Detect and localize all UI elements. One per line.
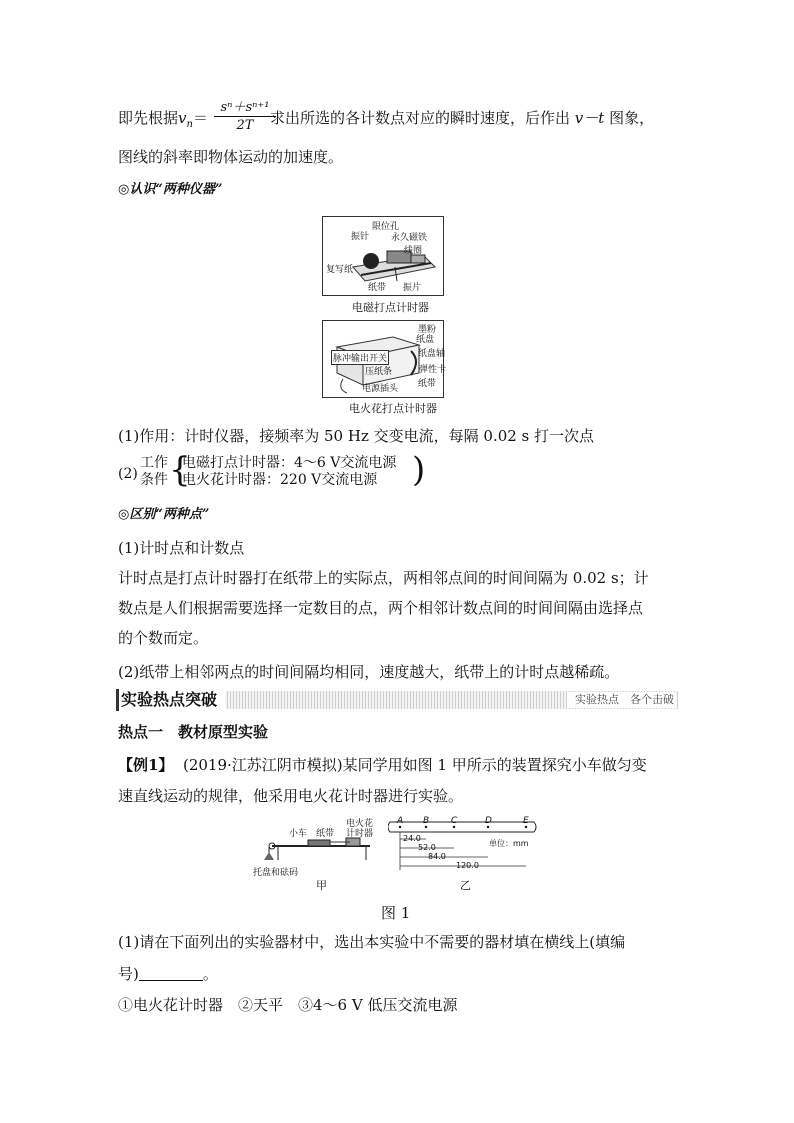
unit-label: 单位：mm (489, 839, 529, 848)
spark-label-tray: 纸盘 (416, 335, 435, 345)
item-conditions-left-top: 工作 (140, 455, 168, 471)
em-label-carbon-paper: 复写纸 (326, 265, 354, 275)
item-function-text: 计时仪器，接频率为 50 Hz 交变电流，每隔 0.02 s 打一次点 (184, 427, 595, 445)
question1-end: 。 (202, 965, 218, 983)
spark-label-tray-axis: 纸盘轴 (418, 349, 446, 359)
velocity-symbol: v (178, 109, 187, 127)
em-label-tape: 纸带 (368, 283, 387, 293)
points-p1-line1: 计时点是打点计时器打在纸带上的实际点，两相邻点间的时间间隔为 0.02 s；计 (118, 569, 649, 587)
spark-label-tape: 纸带 (418, 379, 437, 389)
example-line2: 速直线运动的规律，他采用电火花计时器进行实验。 (118, 787, 464, 805)
answer-blank[interactable] (139, 964, 203, 981)
fraction-denominator: 2T (236, 118, 254, 133)
formula-prefix: 即先根据 (118, 109, 179, 127)
heading-two-instruments: ◎认识“两种仪器” (118, 182, 223, 197)
left-brace: { (169, 450, 191, 490)
item-function (118, 426, 594, 446)
right-brace: ) (412, 450, 426, 490)
item-conditions-num: (2) (118, 466, 138, 482)
point-b: B (423, 816, 430, 826)
spark-label-plug: 电源插头 (362, 384, 399, 394)
spark-label-pulse-switch: 脉冲输出开关 (331, 350, 389, 365)
dist-ae: 120.0 (456, 861, 479, 870)
fig1-yi-caption: 乙 (460, 879, 471, 892)
spark-label-press-strip: 压纸条 (365, 367, 393, 377)
formula-line (118, 108, 654, 135)
velocity-subscript: n (186, 119, 193, 130)
point-d: D (485, 816, 492, 826)
fig1-label-cart: 小车 (289, 829, 308, 839)
spark-label-clip: 弹性卡 (419, 365, 447, 375)
points-p2: (2)纸带上相邻两点的时间间隔均相同，速度越大，纸带上的计时点越稀疏。 (118, 663, 620, 681)
formula-suffix2: 图象， (609, 109, 655, 127)
spark-timer-caption: 电火花打点计时器 (349, 402, 437, 415)
question1-line2 (118, 964, 218, 984)
fig1-caption: 图 1 (381, 904, 411, 922)
point-c: C (451, 816, 458, 826)
fig1-label-tray: 托盘和砝码 (253, 868, 299, 878)
section-subtitle: 实验热点 各个击破 (567, 692, 676, 708)
dist-ac: 52.0 (418, 843, 436, 852)
em-label-coil: 线圈 (404, 246, 423, 256)
item-conditions-left-bottom: 条件 (140, 472, 168, 488)
spark-label-toner: 墨粉 (418, 325, 437, 335)
fig1-label-tape: 纸带 (316, 829, 335, 839)
slope-line: 图线的斜率即物体运动的加速度。 (118, 148, 344, 166)
dist-ab: 24.0 (403, 834, 421, 843)
example-text1: 某同学用如图 1 甲所示的装置探究小车做匀变 (342, 756, 647, 774)
velocity-fraction (214, 96, 276, 133)
example-source: (2019·江苏江阴市模拟) (182, 756, 343, 774)
fig1-jia-caption: 甲 (316, 879, 327, 892)
fig1-label-timer: 计时器 (346, 829, 374, 839)
item-conditions-row1: 电磁打点计时器：4～6 V交流电源 (182, 455, 397, 471)
points-p1-line2: 数点是人们根据需要选择一定数目的点，两个相邻计数点间的时间间隔由选择点 (118, 599, 644, 617)
fig1-label-spark: 电火花 (346, 819, 374, 829)
heading-two-points: ◎区别“两种点” (118, 507, 210, 522)
point-a: A (397, 816, 404, 826)
formula-suffix: 求出所选的各计数点对应的瞬时速度，后作出 (269, 109, 570, 127)
hotspot-heading: 热点一 教材原型实验 (118, 723, 269, 741)
example-line1 (118, 755, 647, 775)
item-conditions-row2: 电火花计时器：220 V交流电源 (182, 472, 378, 488)
question1-options: ①电火花计时器 ②天平 ③4～6 V 低压交流电源 (118, 996, 458, 1014)
example-tag: 【例1】 (118, 756, 174, 774)
em-timer-caption: 电磁打点计时器 (352, 301, 429, 314)
question1-line1: (1)请在下面列出的实验器材中，选出本实验中不需要的器材填在横线上(填编 (118, 933, 626, 951)
item-function-label: (1)作用： (118, 427, 185, 445)
em-label-magnet: 永久磁铁 (391, 233, 428, 243)
formula-equals: ＝ (192, 109, 208, 127)
section-title: 实验热点突破 (116, 689, 225, 711)
vt-symbol: v－t (574, 109, 605, 127)
em-label-needle: 振针 (351, 232, 370, 242)
dist-ad: 84.0 (428, 852, 446, 861)
points-p1-line3: 的个数而定。 (118, 629, 209, 647)
points-p1-title: (1)计时点和计数点 (118, 539, 245, 557)
question1-label: 号) (118, 965, 139, 983)
em-label-limit-hole: 限位孔 (372, 222, 400, 232)
em-label-vibrator: 振片 (403, 283, 422, 293)
fraction-numerator: sⁿ＋sⁿ⁺¹ (220, 100, 270, 115)
point-e: E (523, 816, 529, 826)
